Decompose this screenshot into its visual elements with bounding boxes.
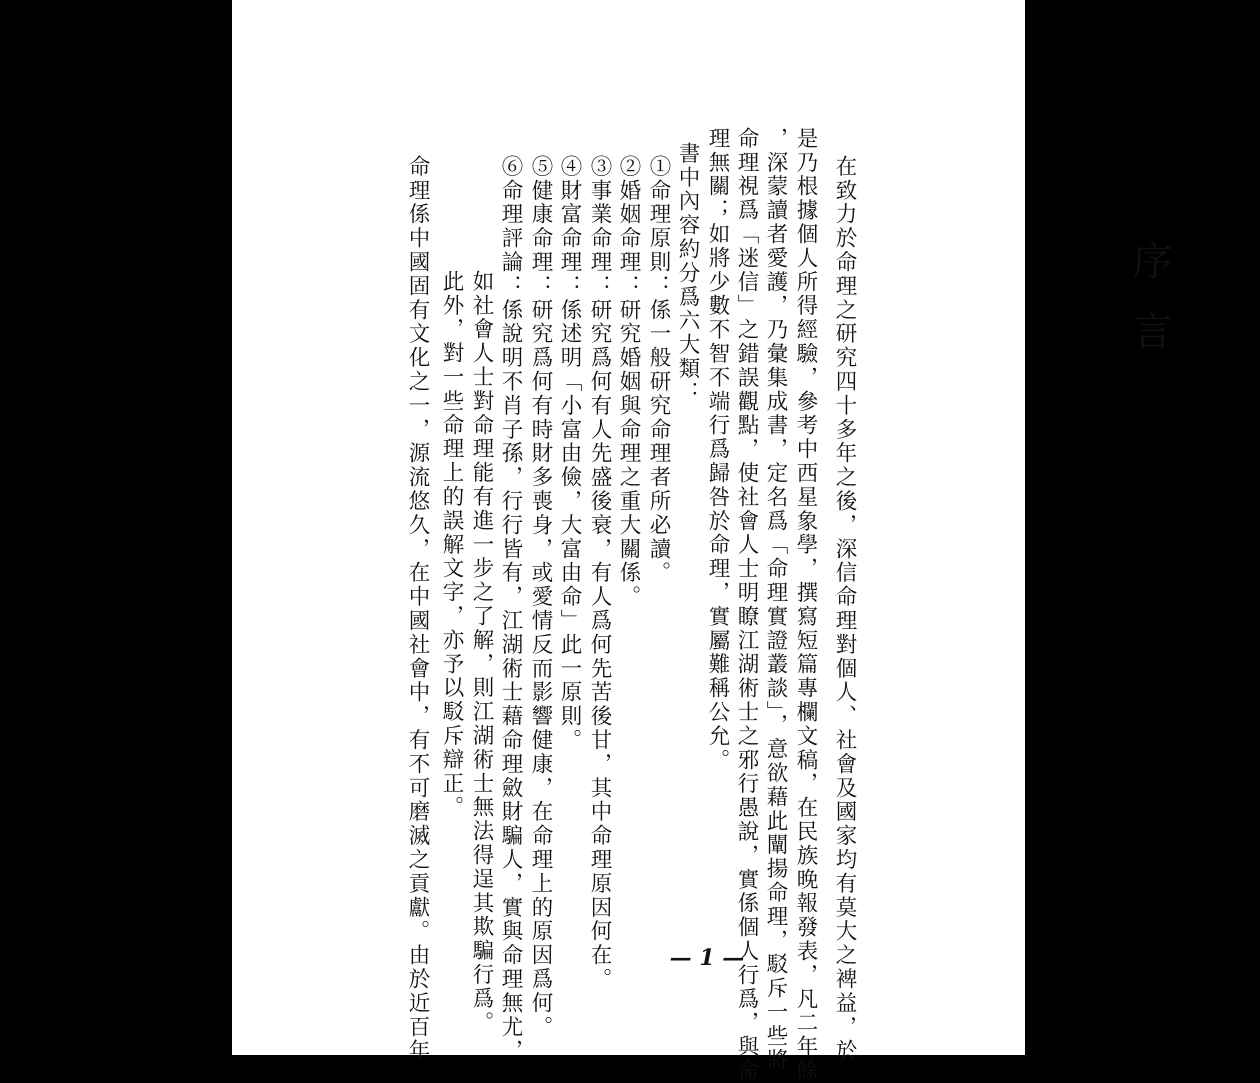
page-title: 序言 (1126, 240, 1172, 380)
document-page (232, 0, 1172, 1083)
text-column-2: 是乃根據個人所得經驗，參考中西星象學，撰寫短篇專欄文稿，在民族晚報發表，凡二年餘 (793, 127, 818, 1083)
text-column-6: 書中內容約分爲六大類： (675, 142, 700, 405)
text-column-13: 如社會人士對命理能有進一步之了解，則江湖術士無法得逞其欺騙行爲。 (469, 270, 494, 1035)
text-column-14: 此外，對一些命理上的誤解文字，亦予以駁斥辯正。 (439, 270, 464, 820)
text-column-15: 命理係中國固有文化之一，源流悠久，在中國社會中，有不可磨滅之貢獻。由於近百年 (405, 155, 430, 1064)
text-column-3: ，深蒙讀者愛護，乃彙集成書，定名爲「命理實證叢談」，意欲藉此闡揚命理，駁斥一些將 (763, 127, 788, 1073)
text-column-4: 命理視爲「迷信」之錯誤觀點，使社會人士明瞭江湖術士之邪行愚說，實係個人行爲，與命 (734, 127, 759, 1083)
text-column-9: ③事業命理：研究爲何有人先盛後衰，有人爲何先苦後甘，其中命理原因何在。 (587, 155, 612, 992)
text-column-10: ④財富命理：係述明「小富由儉，大富由命」此一原則。 (557, 155, 582, 753)
text-column-8: ②婚姻命理：研究婚姻與命理之重大關係。 (616, 155, 641, 610)
text-column-7: ①命理原則：係一般研究命理者所必讀。 (646, 155, 671, 586)
text-column-1: 在致力於命理之研究四十多年之後，深信命理對個人、社會及國家均有莫大之裨益，於 (832, 155, 857, 1064)
text-column-5: 理無關；如將少數不智不端行爲歸咎於命理，實屬難稱公允。 (705, 127, 730, 773)
page-number: — 1 — (669, 945, 745, 971)
text-column-12: ⑥命理評論：係說明不肖子孫，行行皆有，江湖術士藉命理斂財騙人，實與命理無尤， (498, 155, 523, 1064)
text-column-11: ⑤健康命理：研究爲何有時財多喪身，或愛情反而影響健康，在命理上的原因爲何。 (528, 155, 553, 1040)
